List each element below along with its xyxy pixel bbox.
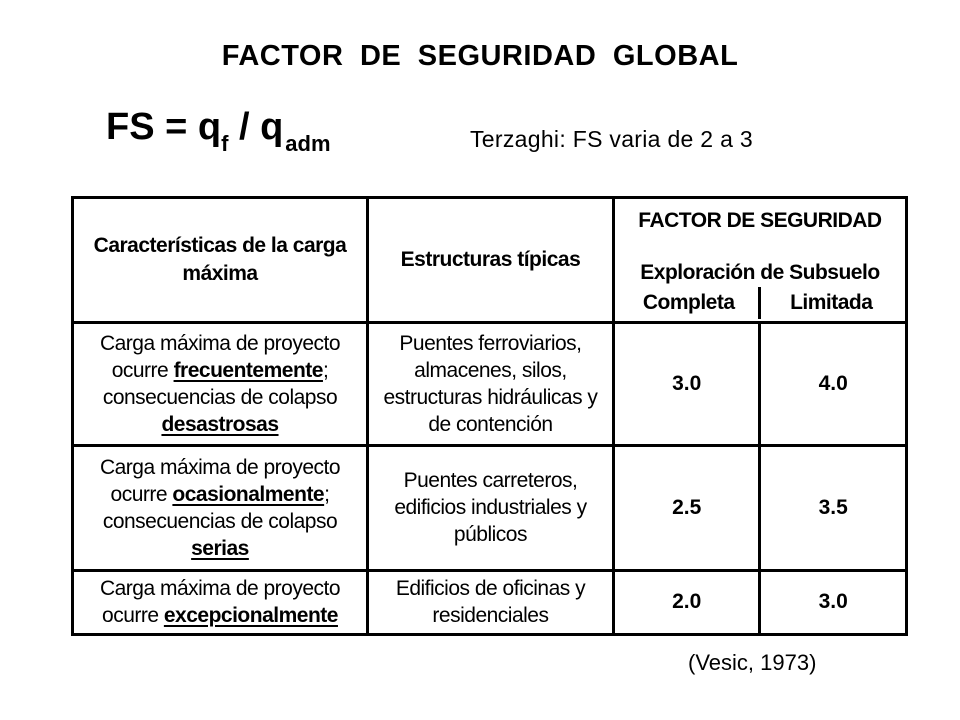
formula-subscript-adm: adm — [285, 131, 331, 156]
header-typical-structures: Estructuras típicas — [368, 198, 614, 323]
char-text: Carga máxima de proyecto ocurre — [99, 331, 341, 382]
safety-factor-table — [71, 196, 908, 636]
char-frequency: ocasionalmente — [172, 482, 325, 506]
row-load-characteristics — [73, 570, 368, 634]
header-complete: Completa — [619, 287, 762, 319]
row-typical-structures: Edificios de oficinas y residenciales — [368, 570, 614, 634]
source-citation: (Vesic, 1973) — [688, 650, 817, 675]
header-limited: Limitada — [790, 290, 873, 314]
row-fs-limited: 3.5 — [760, 445, 907, 570]
char-text: Carga máxima de proyecto ocurre — [99, 455, 341, 506]
row-typical-structures: Puentes carreteros, edificios industriales y públicos — [368, 445, 614, 570]
char-text-mid: ; consecuencias de colapso — [102, 482, 338, 533]
header-load-characteristics: Características de la carga máxima — [73, 198, 368, 323]
safety-factor-formula — [106, 106, 331, 156]
header-safety-factor: FACTOR DE SEGURIDAD — [638, 208, 882, 232]
header-subsoil-exploration: Exploración de Subsuelo — [640, 260, 880, 284]
formula-lhs: FS = q — [106, 106, 222, 148]
table-header-row — [73, 198, 907, 323]
row-load-characteristics — [73, 445, 368, 570]
char-text: Carga máxima de proyecto ocurre — [99, 577, 341, 628]
formula-subscript-f: f — [221, 131, 229, 156]
char-frequency: excepcionalmente — [163, 604, 338, 628]
char-frequency: frecuentemente — [173, 358, 323, 382]
header-safety-factor-group — [613, 198, 906, 323]
table-row — [73, 445, 907, 570]
row-load-characteristics — [73, 322, 368, 445]
table-row — [73, 570, 907, 634]
row-typical-structures: Puentes ferroviarios, almacenes, silos, estructuras hidráulicas y de contención — [368, 322, 614, 445]
row-fs-limited: 4.0 — [760, 322, 907, 445]
table-row — [73, 322, 907, 445]
char-consequence: serias — [191, 536, 249, 560]
char-text-mid: ; consecuencias de colapso — [102, 358, 338, 409]
char-consequence: desastrosas — [161, 412, 279, 436]
row-fs-complete: 2.5 — [613, 445, 760, 570]
page-title: FACTOR DE SEGURIDAD GLOBAL — [221, 40, 739, 72]
row-fs-limited: 3.0 — [760, 570, 907, 634]
terzaghi-note: Terzaghi: FS varia de 2 a 3 — [470, 126, 753, 152]
formula-slash: / q — [228, 106, 284, 148]
row-fs-complete: 3.0 — [613, 322, 760, 445]
row-fs-complete: 2.0 — [613, 570, 760, 634]
